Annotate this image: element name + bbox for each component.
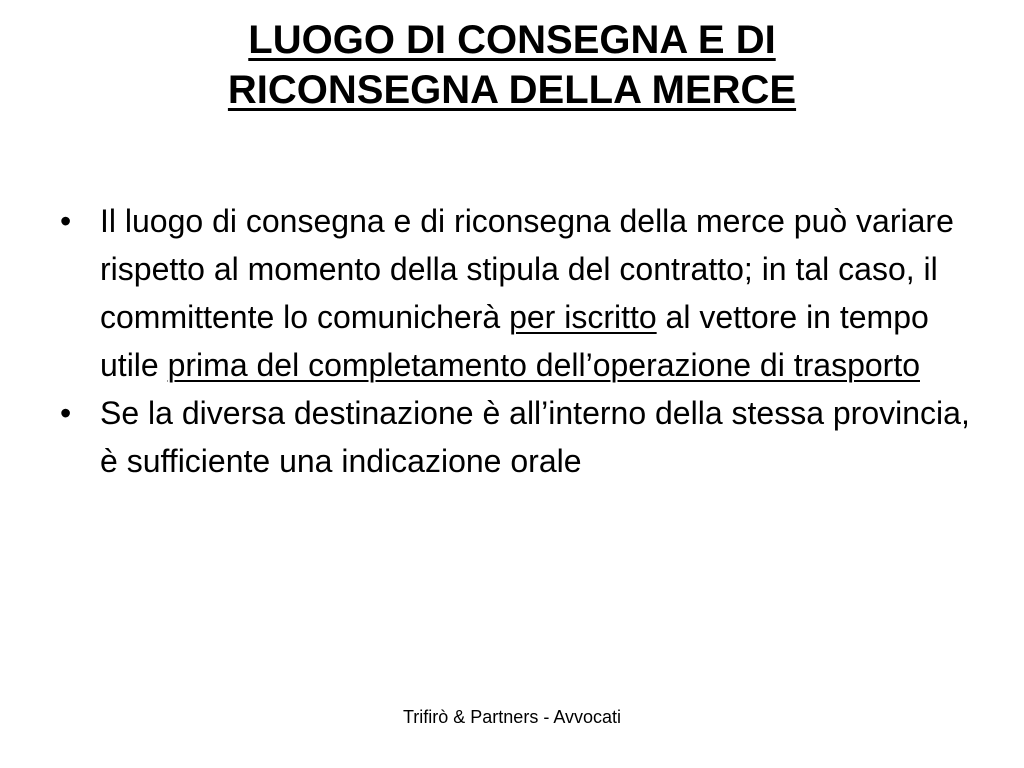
bullet-item-same-province — [60, 389, 980, 485]
bullet-text-part-2: al vettore in tempo utile — [100, 299, 929, 383]
bullet-list — [60, 197, 980, 485]
bullet-icon: • — [60, 203, 72, 239]
bullet-text: Se la diversa destinazione è all’interno della stessa provincia, è sufficiente una indicazione orale — [100, 395, 970, 479]
title-line-2-text: RICONSEGNA DELLA MERCE — [227, 68, 797, 112]
title-line-1-text: LUOGO DI CONSEGNA E DI — [248, 18, 776, 62]
footer-text: Trifirò & Partners - Avvocati — [402, 707, 622, 727]
underlined-per-iscritto: per iscritto — [509, 299, 657, 335]
bullet-item-delivery-place — [60, 197, 980, 389]
underlined-completion-phrase: prima del completamento dell’operazione di trasporto — [167, 347, 920, 383]
title-line-1 — [0, 15, 1024, 65]
slide-title — [0, 15, 1024, 115]
bullet-icon: • — [60, 395, 72, 431]
title-line-2 — [0, 65, 1024, 115]
bullet-text-part-1: Il luogo di consegna e di riconsegna della merce può variare rispetto al momento della stipula del contratto; in tal caso, il committente lo comunicherà — [100, 203, 954, 335]
